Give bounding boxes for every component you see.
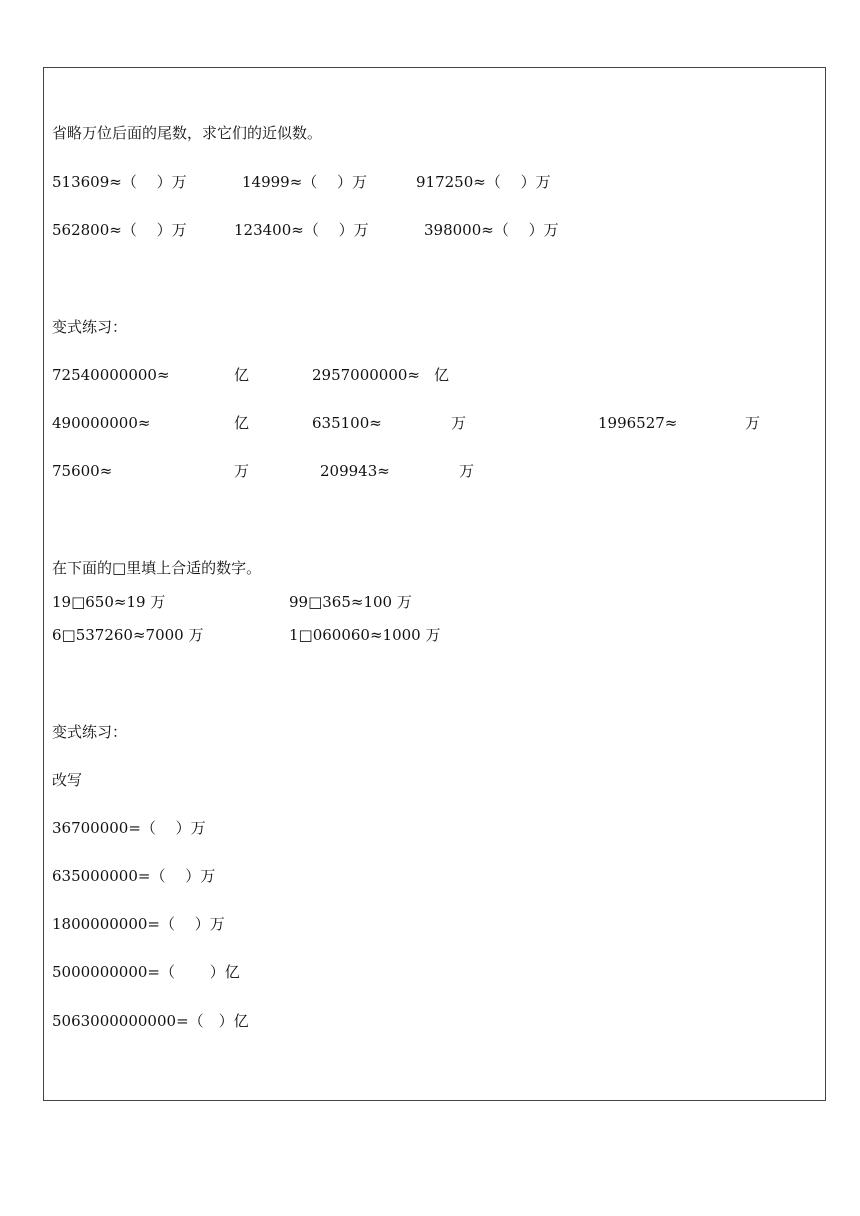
exercise-item: 513609≈（ ）万 xyxy=(52,173,187,191)
exercise-item: 1996527≈ xyxy=(598,414,678,432)
unit-label: 万 xyxy=(234,462,250,480)
exercise-item: 75600≈ xyxy=(52,462,113,480)
exercise-item: 209943≈ xyxy=(320,462,390,480)
exercise-item: 562800≈（ ）万 xyxy=(52,221,187,239)
exercise-item: 490000000≈ xyxy=(52,414,151,432)
exercise-item: 14999≈（ ）万 xyxy=(242,173,368,191)
exercise-item: 123400≈（ ）万 xyxy=(234,221,369,239)
unit-label: 万 xyxy=(451,414,467,432)
exercise-item: 917250≈（ ）万 xyxy=(416,173,551,191)
unit-label: 亿 xyxy=(434,366,450,384)
unit-label: 亿 xyxy=(234,366,250,384)
exercise-item: 2957000000≈ xyxy=(312,366,421,384)
exercise-item: 1800000000=（ ）万 xyxy=(52,915,225,933)
variation-heading: 变式练习： xyxy=(52,318,128,336)
variation-heading: 变式练习： xyxy=(52,723,128,741)
exercise-item: 6□537260≈7000 万 xyxy=(52,626,204,644)
exercise-item: 36700000=（ ）万 xyxy=(52,819,206,837)
instruction-round-to-wan: 省略万位后面的尾数，求它们的近似数。 xyxy=(52,124,323,142)
unit-label: 万 xyxy=(459,462,475,480)
unit-label: 万 xyxy=(745,414,761,432)
exercise-item: 99□365≈100 万 xyxy=(289,593,412,611)
exercise-item: 72540000000≈ xyxy=(52,366,170,384)
exercise-item: 1□060060≈1000 万 xyxy=(289,626,441,644)
exercise-item: 635000000=（ ）万 xyxy=(52,867,216,885)
exercise-item: 19□650≈19 万 xyxy=(52,593,166,611)
exercise-item: 398000≈（ ）万 xyxy=(424,221,559,239)
unit-label: 亿 xyxy=(234,414,250,432)
exercise-item: 5063000000000=（ ）亿 xyxy=(52,1012,249,1030)
exercise-item: 5000000000=（ ）亿 xyxy=(52,963,240,981)
exercise-item: 635100≈ xyxy=(312,414,382,432)
rewrite-heading: 改写 xyxy=(52,771,83,789)
instruction-fill-boxes: 在下面的□里填上合适的数字。 xyxy=(52,559,262,577)
